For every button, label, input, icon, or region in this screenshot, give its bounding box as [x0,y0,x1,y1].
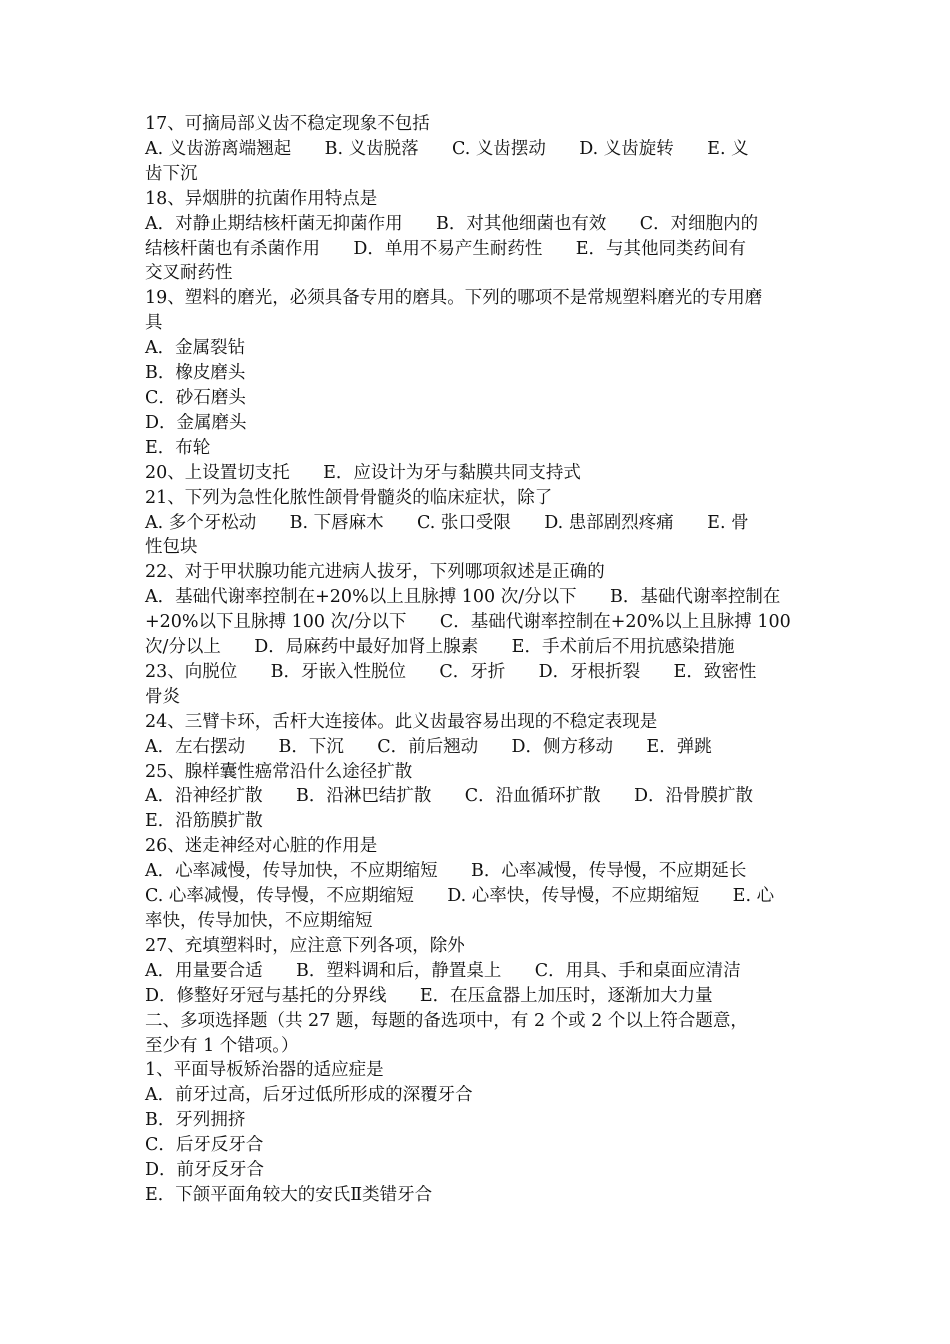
text-line: A. 义齿游离端翘起 B. 义齿脱落 C. 义齿摆动 D. 义齿旋转 E. 义 [145,138,749,159]
text-line: A．金属裂钻 [145,338,246,359]
text-line: 26、迷走神经对心脏的作用是 [145,836,378,857]
text-line: C. 心率减慢，传导慢，不应期缩短 D. 心率快，传导慢，不应期缩短 E. 心 [145,886,775,907]
text-line: +20%以下且脉搏 100 次/分以下 C．基础代谢率控制在+20%以上且脉搏 100 [145,612,791,633]
text-line: 22、对于甲状腺功能亢进病人拔牙，下列哪项叙述是正确的 [145,562,605,583]
text-line: 结核杆菌也有杀菌作用 D．单用不易产生耐药性 E．与其他同类药间有 [145,238,747,259]
text-line: 20、上设置切支托 E．应设计为牙与黏膜共同支持式 [145,462,581,483]
text-line: E．布轮 [145,437,211,458]
text-line: 21、下列为急性化脓性颌骨骨髓炎的临床症状，除了 [145,487,553,508]
section-heading: 二、多项选择题（共 27 题，每题的备选项中，有 2 个或 2 个以上符合题意， [145,1010,748,1031]
text-line: A．对静止期结核杆菌无抑菌作用 B．对其他细菌也有效 C．对细胞内的 [145,213,759,234]
text-line: A．前牙过高，后牙过低所形成的深覆牙合 [145,1085,473,1106]
text-line: D．前牙反牙合 [145,1160,265,1181]
text-line: 17、可摘局部义齿不稳定现象不包括 [145,114,430,134]
text-line: 23、向脱位 B．牙嵌入性脱位 C．牙折 D．牙根折裂 E．致密性 [145,661,757,682]
text-line: 次/分以上 D．局麻药中最好加肾上腺素 E．手术前后不用抗感染措施 [145,637,735,658]
text-line: C．砂石磨头 [145,387,246,408]
text-line: 率快，传导加快，不应期缩短 [145,911,373,931]
text-line: 1、平面导板矫治器的适应症是 [145,1060,384,1081]
text-line: 齿下沉 [145,163,198,184]
text-line: C．后牙反牙合 [145,1135,264,1156]
text-line: D．修整好牙冠与基托的分界线 E．在压盒器上加压时，逐渐加大力量 [145,985,713,1006]
text-line: 27、充填塑料时，应注意下列各项，除外 [145,935,465,956]
text-line: 交叉耐药性 [145,263,233,284]
text-line: A．沿神经扩散 B．沿淋巴结扩散 C．沿血循环扩散 D．沿骨膜扩散 [145,786,754,807]
text-line: A．左右摆动 B．下沉 C．前后翘动 D．侧方移动 E．弹跳 [145,736,712,757]
text-line: A．心率减慢，传导加快，不应期缩短 B．心率减慢，传导慢，不应期延长 [145,861,747,882]
text-line: 18、异烟肼的抗菌作用特点是 [145,188,378,209]
text-line: B．橡皮磨头 [145,363,246,384]
text-line: B．牙列拥挤 [145,1110,246,1131]
document-page [145,112,809,1208]
text-line: 性包块 [145,537,198,558]
text-line: D．金属磨头 [145,412,247,433]
text-line: 骨炎 [145,686,180,707]
text-line: 24、三臂卡环，舌杆大连接体。此义齿最容易出现的不稳定表现是 [145,711,658,732]
section-heading: 至少有 1 个错项。） [145,1035,299,1056]
text-line: 具 [145,313,163,334]
text-line: 19、塑料的磨光，必须具备专用的磨具。下列的哪项不是常规塑料磨光的专用磨 [145,288,763,309]
text-line: E．下颌平面角较大的安氏Ⅱ类错牙合 [145,1184,433,1205]
text-line: 25、腺样囊性癌常沿什么途径扩散 [145,761,413,782]
text-line: E．沿筋膜扩散 [145,811,263,832]
text-line: A．基础代谢率控制在+20%以上且脉搏 100 次/分以下 B．基础代谢率控制在 [145,587,781,608]
text-line: A. 多个牙松动 B. 下唇麻木 C. 张口受限 D. 患部剧烈疼痛 E. 骨 [145,512,749,533]
text-line: A．用量要合适 B．塑料调和后，静置桌上 C．用具、手和桌面应清洁 [145,960,741,981]
